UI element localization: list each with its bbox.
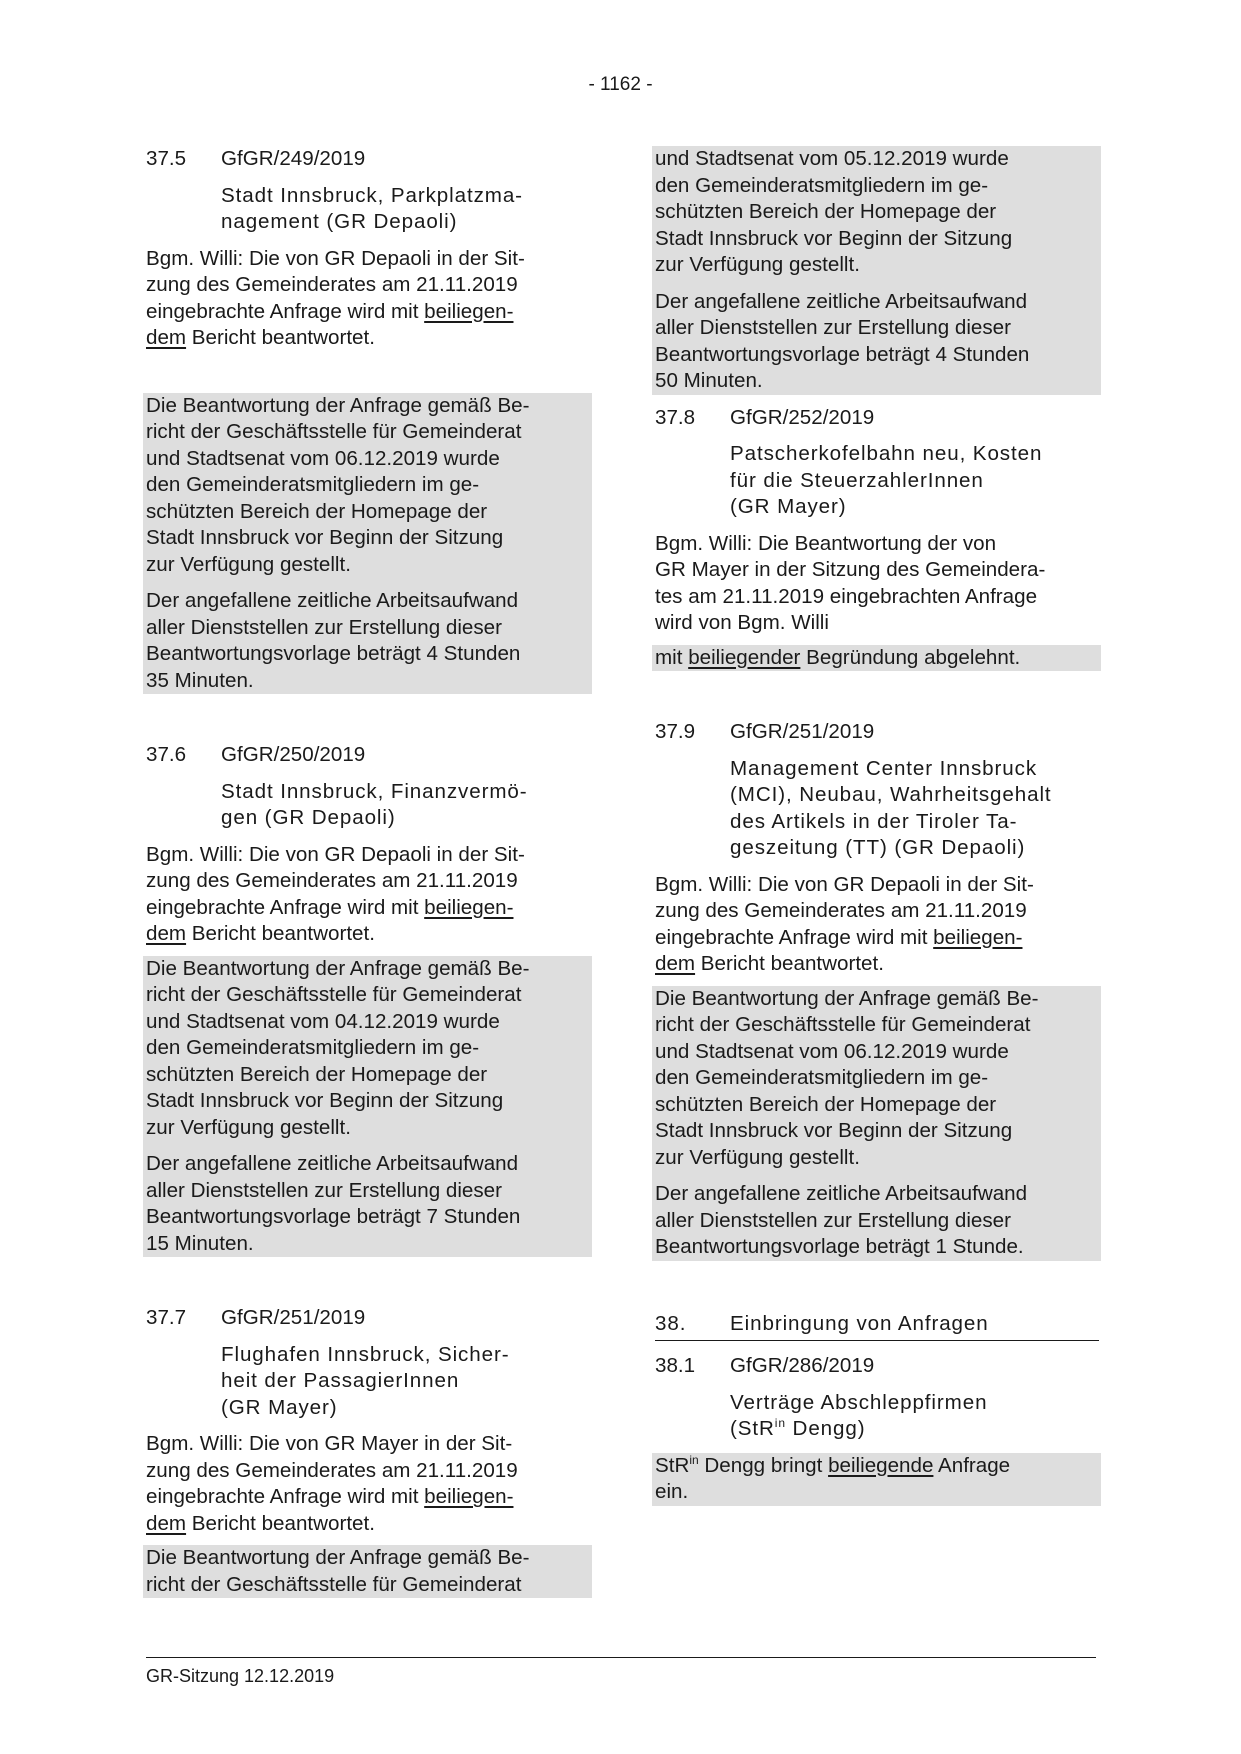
shaded-note: [652, 986, 1101, 1261]
item-heading: [146, 1305, 590, 1332]
text-line: richt der Geschäftsstelle für Gemeinderat: [146, 1572, 522, 1596]
text-line: Der angefallene zeitliche Arbeitsaufwand: [146, 589, 519, 612]
text-line: zur Verfügung gestellt.: [655, 253, 860, 276]
item-title: [221, 1342, 590, 1422]
text-line: zung des Gemeinderates am 21.11.2019: [146, 273, 518, 296]
item-heading: [146, 146, 590, 173]
item-title: [730, 756, 1099, 862]
text-line: Stadt Innsbruck vor Beginn der Sitzung: [655, 226, 1013, 250]
left-column: [146, 146, 590, 1598]
text-line: Beantwortungsvorlage beträgt 1 Stunde.: [655, 1235, 1024, 1258]
text-line: den Gemeinderatsmitgliedern im ge-: [655, 1066, 989, 1089]
item-heading: [146, 742, 590, 769]
text-line: Bgm. Willi: Die Beantwortung der von: [655, 531, 997, 555]
item-code: GfGR/251/2019: [221, 1306, 366, 1329]
text-line: Stadt Innsbruck vor Beginn der Sitzung: [146, 526, 504, 549]
item-code: GfGR/252/2019: [730, 405, 875, 429]
text-line: eingebrachte Anfrage wird mit beiliegen-: [146, 895, 514, 919]
text-line: 50 Minuten.: [655, 369, 763, 392]
section-title: Einbringung von Anfragen: [730, 1311, 989, 1335]
text-line: richt der Geschäftsstelle für Gemeinderat: [655, 1013, 1031, 1036]
title-line: (MCI), Neubau, Wahrheitsgehalt: [730, 783, 1052, 806]
text-line: den Gemeinderatsmitgliedern im ge-: [655, 173, 989, 197]
text-line: ein.: [655, 1480, 689, 1503]
text-line: GR Mayer in der Sitzung des Gemeindera-: [655, 558, 1046, 581]
answer-text: [655, 531, 1099, 637]
title-line: Flughafen Innsbruck, Sicher-: [221, 1342, 510, 1366]
underlined-word: dem: [146, 1511, 187, 1535]
text-line: zung des Gemeinderates am 21.11.2019: [146, 1458, 518, 1482]
item-code: GfGR/249/2019: [221, 147, 366, 170]
text-line: aller Dienststellen zur Erstellung dieser: [655, 1208, 1011, 1232]
footer-text: GR-Sitzung 12.12.2019: [146, 1666, 335, 1686]
text-line: und Stadtsenat vom 06.12.2019 wurde: [146, 446, 500, 470]
underlined-word: dem: [146, 922, 187, 945]
text-line: aller Dienststellen zur Erstellung dieser: [655, 316, 1011, 339]
item-code: GfGR/250/2019: [221, 743, 366, 766]
title-line: heit der PassagierInnen: [221, 1369, 460, 1392]
text-line: Der angefallene zeitliche Arbeitsaufwand: [655, 289, 1028, 313]
underlined-word: beiliegender: [688, 645, 801, 669]
item-37-9: [655, 719, 1099, 1261]
underlined-word: dem: [146, 326, 187, 349]
shaded-note-continued: [652, 146, 1101, 395]
item-37-8: [655, 405, 1099, 672]
text-line: Stadt Innsbruck vor Beginn der Sitzung: [146, 1089, 504, 1112]
title-line: geszeitung (TT) (GR Depaoli): [730, 836, 1026, 859]
text-line: Die Beantwortung der Anfrage gemäß Be-: [655, 986, 1039, 1010]
shaded-note: [652, 1453, 1101, 1506]
item-number: 37.8: [655, 405, 696, 429]
text-line: StR$^{in}$ Dengg bringt beiliegende Anfrage: [655, 1452, 1011, 1477]
text-line: Der angefallene zeitliche Arbeitsaufwand: [655, 1182, 1028, 1205]
title-line: Patscherkofelbahn neu, Kosten: [730, 442, 1043, 465]
text-line: richt der Geschäftsstelle für Gemeinderat: [146, 420, 522, 443]
footer-rule: [146, 1657, 1096, 1658]
text-line: dem Bericht beantwortet.: [146, 1511, 375, 1535]
text-line: Die Beantwortung der Anfrage gemäß Be-: [146, 1546, 530, 1569]
underlined-word: beiliegen-: [424, 299, 514, 323]
answer-text: [146, 246, 590, 352]
item-title: [221, 779, 590, 832]
text-line: Beantwortungsvorlage beträgt 4 Stunden: [655, 342, 1030, 366]
item-heading: [655, 405, 1099, 432]
text-line: und Stadtsenat vom 06.12.2019 wurde: [655, 1039, 1009, 1063]
title-line: Stadt Innsbruck, Finanzvermö-: [221, 779, 528, 803]
text-line: zung des Gemeinderates am 21.11.2019: [655, 899, 1027, 922]
text-line: tes am 21.11.2019 eingebrachten Anfrage: [655, 584, 1038, 608]
right-column: [655, 146, 1099, 1506]
item-38-1: [655, 1353, 1099, 1506]
item-heading: [655, 1353, 1099, 1380]
answer-text: [146, 1431, 590, 1537]
text-line: aller Dienststellen zur Erstellung dieser: [146, 1178, 502, 1202]
title-line: (GR Mayer): [221, 1395, 338, 1419]
item-number: 37.6: [146, 743, 187, 766]
text-line: Beantwortungsvorlage beträgt 7 Stunden: [146, 1205, 521, 1228]
text-line: schützten Bereich der Homepage der: [146, 499, 488, 523]
item-title: [730, 441, 1099, 521]
title-line: (GR Mayer): [730, 495, 847, 518]
text-line: dem Bericht beantwortet.: [146, 326, 375, 349]
text-line: den Gemeinderatsmitgliedern im ge-: [146, 473, 480, 496]
answer-text: [655, 872, 1099, 978]
text-line: zur Verfügung gestellt.: [146, 552, 351, 576]
text-line: Die Beantwortung der Anfrage gemäß Be-: [146, 956, 530, 980]
text-line: Bgm. Willi: Die von GR Depaoli in der Sit-: [655, 872, 1034, 896]
text-line: 15 Minuten.: [146, 1231, 254, 1255]
text-line: dem Bericht beantwortet.: [655, 952, 884, 975]
shaded-note: [143, 1545, 592, 1598]
title-line: für die SteuerzahlerInnen: [730, 468, 984, 492]
text-line: Der angefallene zeitliche Arbeitsaufwand: [146, 1152, 519, 1175]
underlined-word: beiliegen-: [424, 1485, 514, 1508]
item-heading: [655, 719, 1099, 746]
item-code: GfGR/251/2019: [730, 720, 875, 743]
shaded-note: [143, 393, 592, 695]
text-line: und Stadtsenat vom 04.12.2019 wurde: [146, 1009, 500, 1033]
shaded-note: [652, 645, 1101, 672]
text-line: schützten Bereich der Homepage der: [655, 1092, 997, 1116]
text-line: Stadt Innsbruck vor Beginn der Sitzung: [655, 1119, 1013, 1142]
item-number: 37.5: [146, 147, 187, 170]
text-line: schützten Bereich der Homepage der: [655, 200, 997, 223]
text-line: zur Verfügung gestellt.: [146, 1115, 351, 1139]
item-number: 38.1: [655, 1354, 696, 1377]
text-line: Die Beantwortung der Anfrage gemäß Be-: [146, 393, 530, 417]
text-line: wird von Bgm. Willi: [655, 611, 829, 634]
page-number: - 1162 -: [588, 74, 653, 95]
answer-text: [146, 842, 590, 948]
title-line: Management Center Innsbruck: [730, 756, 1038, 780]
section-heading-38: [655, 1311, 1099, 1342]
item-title: [730, 1390, 1099, 1443]
text-line: aller Dienststellen zur Erstellung dieser: [146, 615, 502, 639]
text-line: eingebrachte Anfrage wird mit beiliegen-: [146, 299, 514, 323]
text-line: Bgm. Willi: Die von GR Depaoli in der Sit-: [146, 246, 525, 270]
text-line: schützten Bereich der Homepage der: [146, 1062, 488, 1086]
title-line: Verträge Abschleppfirmen: [730, 1390, 988, 1414]
text-line: 35 Minuten.: [146, 668, 254, 692]
text-line: dem Bericht beantwortet.: [146, 922, 375, 945]
underlined-word: dem: [655, 952, 696, 975]
title-line: gen (GR Depaoli): [221, 806, 396, 829]
text-line: eingebrachte Anfrage wird mit beiliegen-: [146, 1485, 514, 1508]
section-number: 38.: [655, 1311, 687, 1335]
underlined-word: beiliegen-: [933, 925, 1023, 949]
text-line: eingebrachte Anfrage wird mit beiliegen-: [655, 925, 1023, 949]
shaded-note: [143, 956, 592, 1258]
item-37-6: [146, 742, 590, 1257]
text-line: zur Verfügung gestellt.: [655, 1145, 860, 1169]
title-line: nagement (GR Depaoli): [221, 210, 458, 233]
text-line: Bgm. Willi: Die von GR Depaoli in der Sit-: [146, 842, 525, 866]
text-line: Bgm. Willi: Die von GR Mayer in der Sit-: [146, 1432, 513, 1455]
item-37-5: [146, 146, 590, 694]
item-number: 37.9: [655, 720, 696, 743]
item-code: GfGR/286/2019: [730, 1354, 875, 1377]
text-line: und Stadtsenat vom 05.12.2019 wurde: [655, 147, 1009, 170]
text-line: richt der Geschäftsstelle für Gemeinderat: [146, 983, 522, 1006]
item-number: 37.7: [146, 1306, 187, 1329]
title-line: (StR$^{in}$ Dengg): [730, 1416, 866, 1440]
text-line: mit beiliegender Begründung abgelehnt.: [655, 645, 1021, 669]
text-line: zung des Gemeinderates am 21.11.2019: [146, 869, 518, 892]
title-line: des Artikels in der Tiroler Ta-: [730, 809, 1018, 833]
text-line: Beantwortungsvorlage beträgt 4 Stunden: [146, 642, 521, 665]
underlined-word: beiliegende: [828, 1453, 934, 1477]
item-title: [221, 183, 590, 236]
text-line: den Gemeinderatsmitgliedern im ge-: [146, 1036, 480, 1059]
underlined-word: beiliegen-: [424, 895, 514, 919]
title-line: Stadt Innsbruck, Parkplatzma-: [221, 183, 523, 207]
item-37-7: [146, 1305, 590, 1598]
